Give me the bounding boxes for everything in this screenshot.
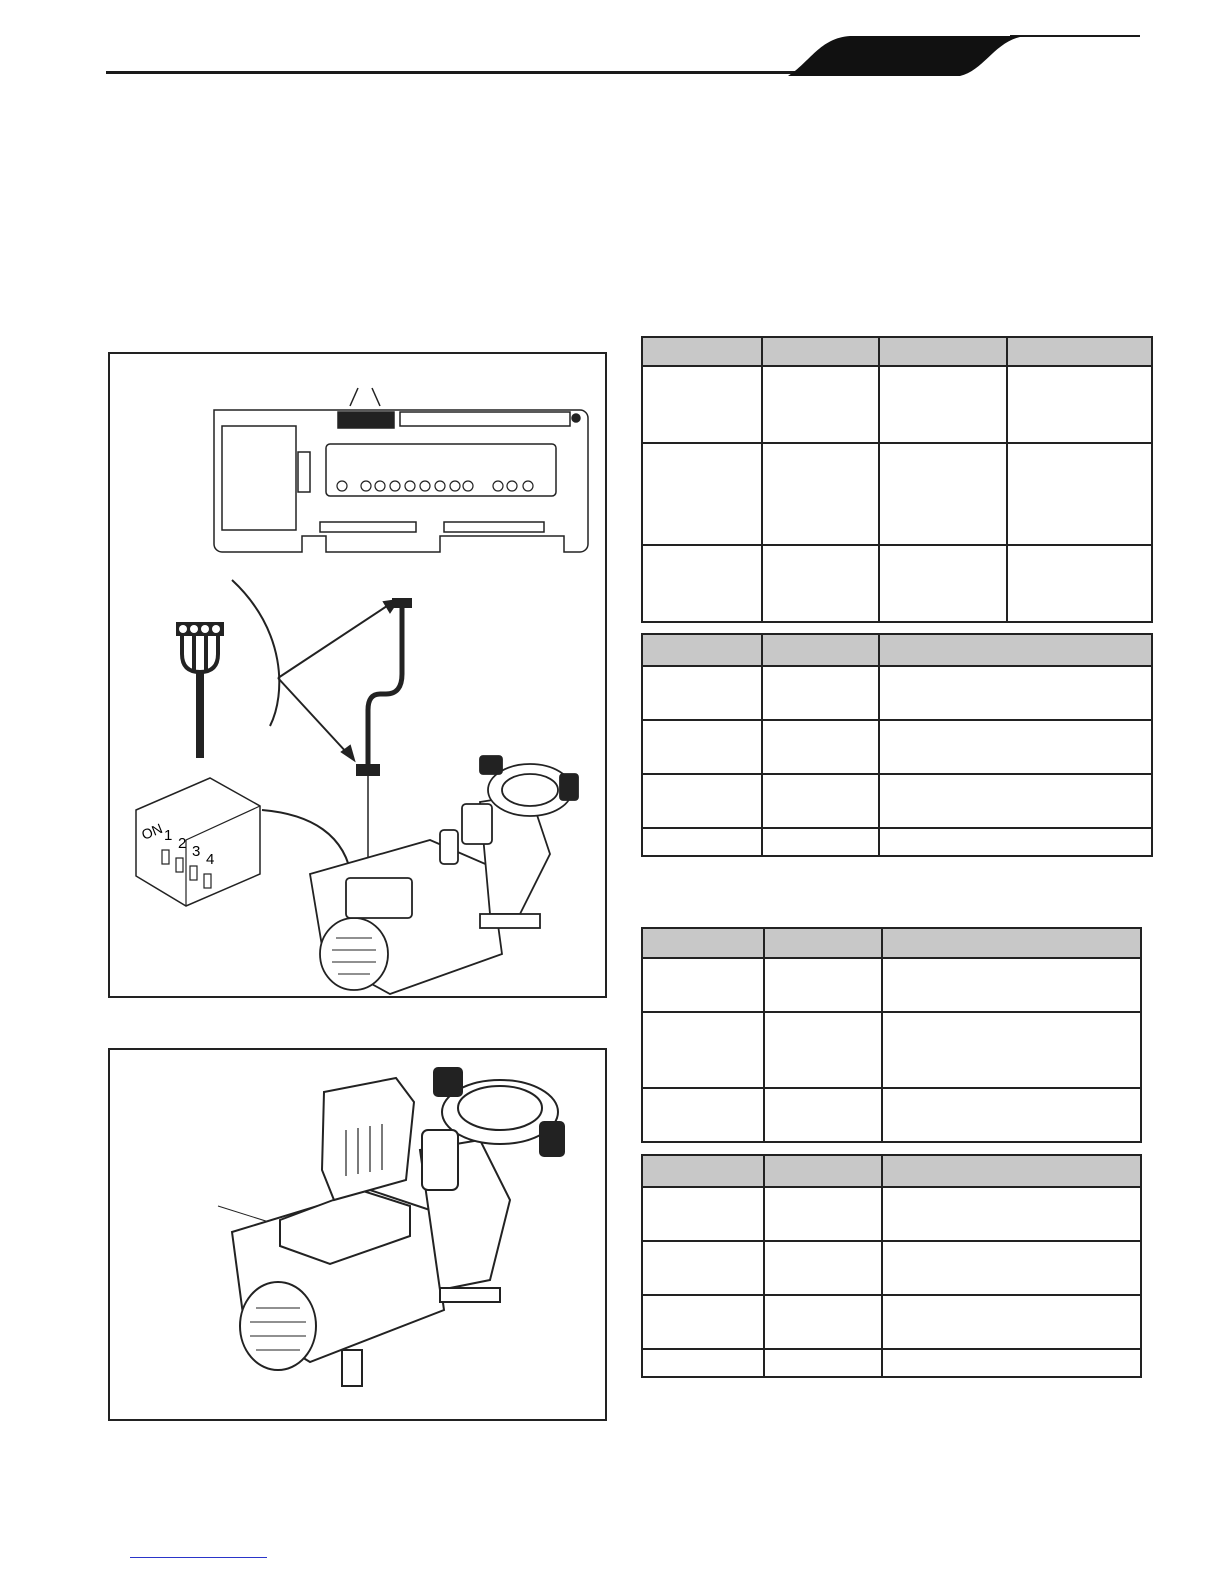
table-cell <box>764 958 882 1012</box>
table-cell <box>642 720 762 774</box>
table-header-cell <box>764 928 882 958</box>
table-cell <box>762 720 879 774</box>
table-cell <box>879 666 1152 720</box>
connector-arc <box>232 580 279 726</box>
table-cell <box>882 958 1141 1012</box>
dip-position-1: 1 <box>164 827 173 844</box>
table-cell <box>879 720 1152 774</box>
table-cell <box>1007 366 1152 443</box>
table-row <box>642 666 1152 720</box>
table-cell <box>879 545 1007 622</box>
table-cell <box>642 958 764 1012</box>
table-header-row <box>642 1155 1141 1187</box>
dip-position-4: 4 <box>206 851 215 868</box>
table-cell <box>879 828 1152 856</box>
table-cell <box>882 1012 1141 1088</box>
pump-lid-open-illustration <box>110 1050 609 1423</box>
dip-position-2: 2 <box>178 835 187 852</box>
table-cell <box>642 774 762 828</box>
table-cell <box>882 1088 1141 1142</box>
table-cell <box>762 366 879 443</box>
pump-illustration <box>310 756 578 994</box>
control-board-illustration <box>214 410 588 552</box>
table-cell <box>642 828 762 856</box>
table-cell <box>642 1349 764 1377</box>
table-row <box>642 443 1152 545</box>
table-cell <box>642 1295 764 1349</box>
table-header-cell <box>1007 337 1152 366</box>
table-cell <box>882 1241 1141 1295</box>
table-header-cell <box>762 634 879 666</box>
spec-table-2 <box>641 633 1153 857</box>
wiring-diagram <box>110 354 609 1000</box>
table-header-cell <box>642 928 764 958</box>
table-cell <box>1007 443 1152 545</box>
table-cell <box>762 774 879 828</box>
table-header-cell <box>879 337 1007 366</box>
table-row <box>642 1295 1141 1349</box>
table-row <box>642 958 1141 1012</box>
spec-table-3 <box>641 927 1142 1143</box>
table-row <box>642 1088 1141 1142</box>
header-rule <box>106 71 806 74</box>
table-row <box>642 1241 1141 1295</box>
table-row <box>642 545 1152 622</box>
table-row <box>642 720 1152 774</box>
table-row <box>642 828 1152 856</box>
pump-cable-illustration <box>356 598 412 882</box>
table-header-cell <box>642 1155 764 1187</box>
table-cell <box>642 666 762 720</box>
header-tab-shape <box>780 32 1140 78</box>
table-cell <box>764 1088 882 1142</box>
table-header-cell <box>762 337 879 366</box>
table-cell <box>879 443 1007 545</box>
table-cell <box>879 366 1007 443</box>
table-header-row <box>642 928 1141 958</box>
table-row <box>642 774 1152 828</box>
table-cell <box>762 666 879 720</box>
table-cell <box>762 443 879 545</box>
table-header-row <box>642 337 1152 366</box>
table-cell <box>762 828 879 856</box>
pump-lid-open-figure <box>108 1048 607 1421</box>
table-row <box>642 1349 1141 1377</box>
table-cell <box>642 443 762 545</box>
table-header-cell <box>764 1155 882 1187</box>
table-cell <box>642 1187 764 1241</box>
table-row <box>642 366 1152 443</box>
table-header-cell <box>879 634 1152 666</box>
table-cell <box>642 545 762 622</box>
table-cell <box>1007 545 1152 622</box>
board-buttons <box>337 481 533 491</box>
table-header-row <box>642 634 1152 666</box>
table-cell <box>642 366 762 443</box>
dip-switch-illustration <box>136 778 260 906</box>
table-header-cell <box>882 1155 1141 1187</box>
table-cell <box>764 1295 882 1349</box>
table-cell <box>642 1088 764 1142</box>
table-cell <box>764 1012 882 1088</box>
table-cell <box>764 1187 882 1241</box>
table-header-cell <box>882 928 1141 958</box>
table-cell <box>764 1349 882 1377</box>
table-cell <box>882 1295 1141 1349</box>
table-cell <box>642 1241 764 1295</box>
spec-table-4 <box>641 1154 1142 1378</box>
table-cell <box>642 1012 764 1088</box>
table-cell <box>762 545 879 622</box>
table-row <box>642 1012 1141 1088</box>
spec-table-1 <box>641 336 1153 623</box>
table-cell <box>879 774 1152 828</box>
table-cell <box>764 1241 882 1295</box>
wiring-diagram-figure <box>108 352 607 998</box>
table-cell <box>882 1349 1141 1377</box>
table-cell <box>882 1187 1141 1241</box>
table-header-cell <box>642 634 762 666</box>
footer-link-underline[interactable] <box>130 1557 267 1558</box>
table-row <box>642 1187 1141 1241</box>
connector-arrows <box>278 600 398 760</box>
table-header-cell <box>642 337 762 366</box>
dip-position-3: 3 <box>192 843 201 860</box>
board-callout-arrows <box>350 388 380 406</box>
terminal-connector-illustration <box>176 622 224 758</box>
dip-on-label: ON <box>139 820 165 843</box>
